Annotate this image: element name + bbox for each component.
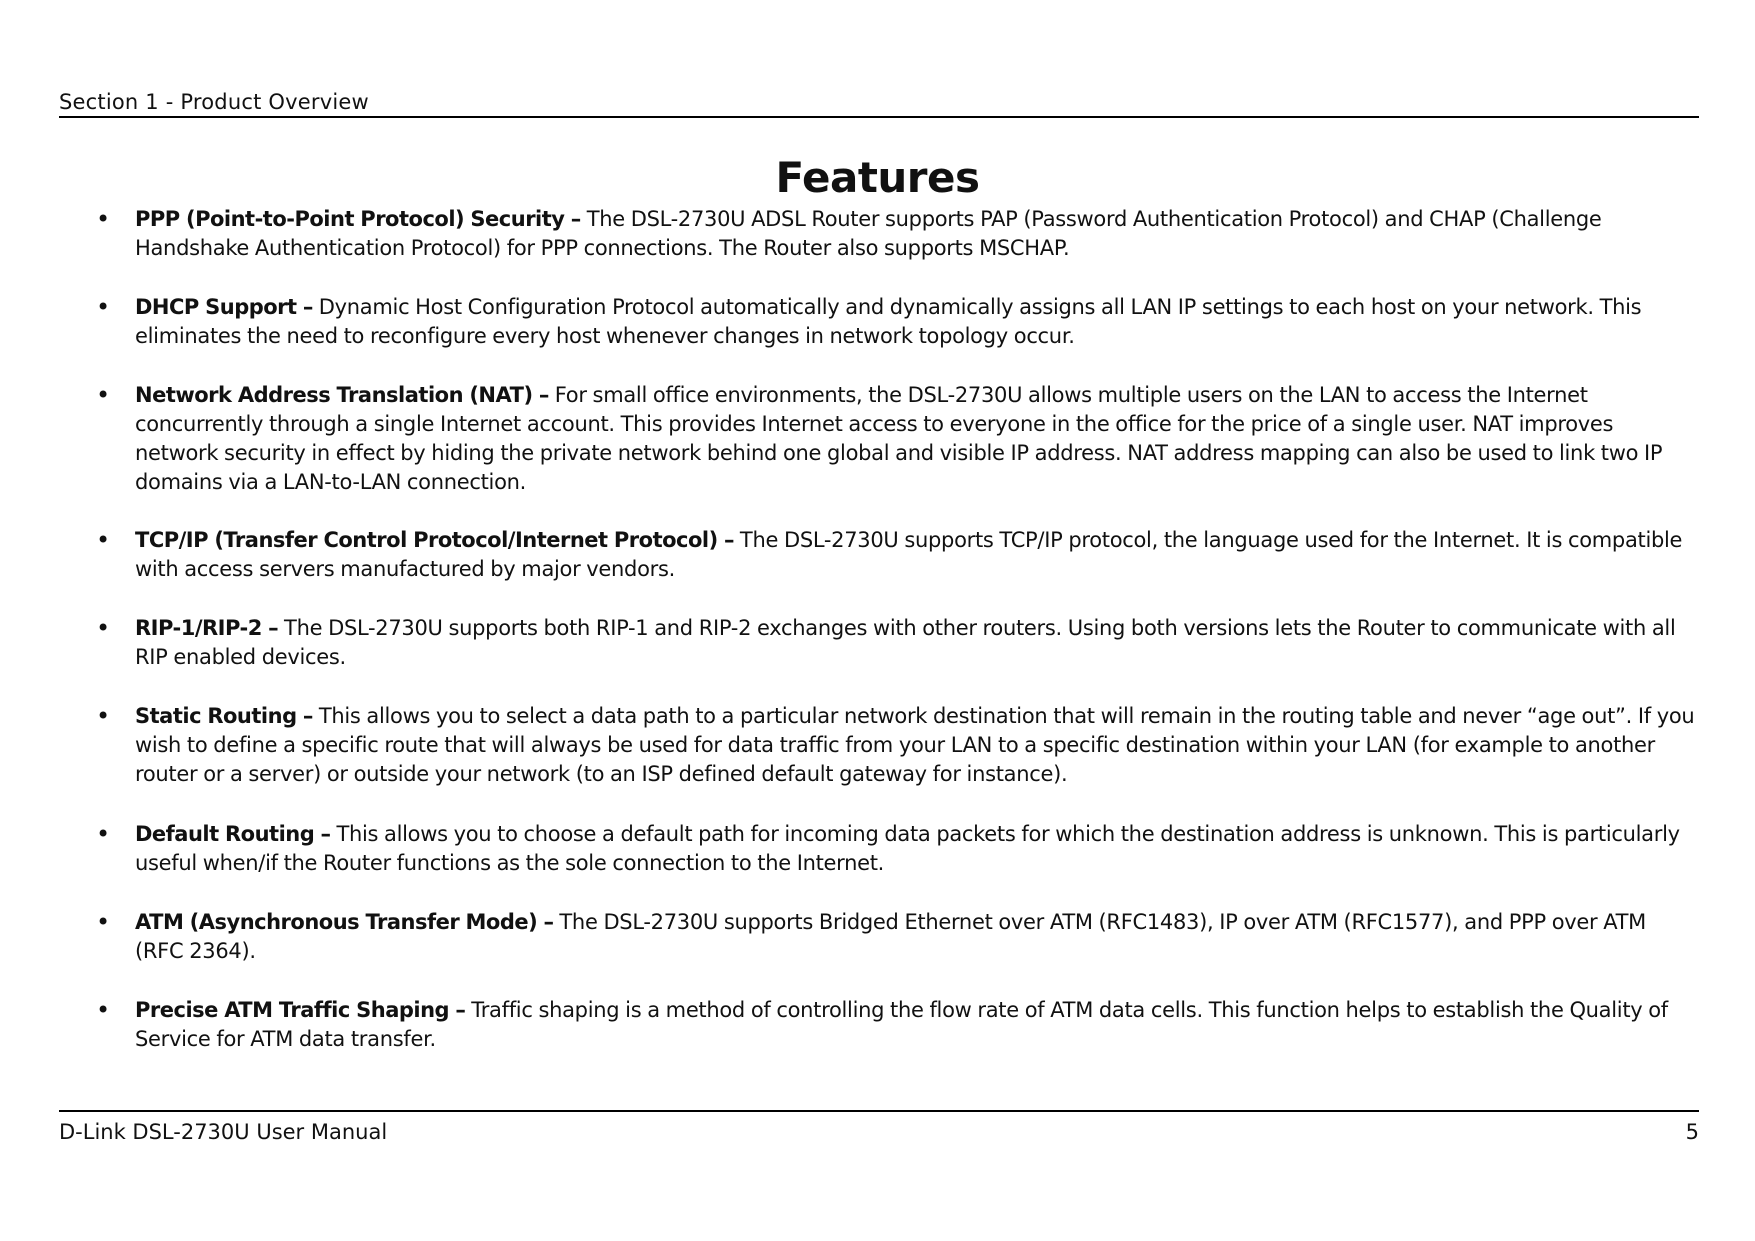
- page-number: 5: [1685, 1120, 1699, 1144]
- page-footer: [59, 1110, 1699, 1152]
- feature-body: [135, 526, 1695, 584]
- section-title: Section 1 - Product Overview: [59, 90, 369, 114]
- feature-body: [135, 908, 1695, 966]
- feature-name: Default Routing –: [135, 822, 331, 846]
- feature-body: [135, 996, 1695, 1054]
- bullet-icon: •: [96, 526, 111, 554]
- feature-body: [135, 614, 1695, 672]
- feature-text: Dynamic Host Configuration Protocol automatically and dynamically assigns all LAN IP settings to each host on your network. This eliminates the need to reconfigure every host whenever changes in network topology occur.: [135, 295, 1642, 348]
- bullet-icon: •: [96, 702, 111, 730]
- feature-text: The DSL-2730U supports TCP/IP protocol, the language used for the Internet. It is compatible with access servers manufactured by major vendors.: [135, 528, 1683, 581]
- feature-text: The DSL-2730U supports both RIP-1 and RIP-2 exchanges with other routers. Using both versions lets the Router to communicate with all RIP enabled devices.: [135, 616, 1676, 669]
- feature-body: [135, 820, 1695, 878]
- feature-text: For small office environments, the DSL-2730U allows multiple users on the LAN to access the Internet concurrently through a single Internet account. This provides Internet access to everyone in the office for the price of a single user. NAT improves network security in effect by hiding the private network behind one global and visible IP address. NAT address mapping can also be used to link two IP domains via a LAN-to-LAN connection.: [135, 383, 1663, 494]
- feature-name: Precise ATM Traffic Shaping –: [135, 998, 466, 1022]
- feature-name: Static Routing –: [135, 704, 313, 728]
- manual-title: D-Link DSL-2730U User Manual: [59, 1120, 388, 1144]
- bullet-icon: •: [96, 293, 111, 321]
- bullet-icon: •: [96, 205, 111, 233]
- page-header: [59, 90, 1699, 118]
- feature-text: The DSL-2730U ADSL Router supports PAP (Password Authentication Protocol) and CHAP (Challenge Handshake Authentication Protocol) for PPP connections. The Router also supports MSCHAP.: [135, 207, 1602, 260]
- feature-body: [135, 205, 1695, 263]
- feature-name: ATM (Asynchronous Transfer Mode) –: [135, 910, 554, 934]
- feature-name: Network Address Translation (NAT) –: [135, 383, 549, 407]
- feature-name: PPP (Point-to-Point Protocol) Security –: [135, 207, 581, 231]
- bullet-icon: •: [96, 996, 111, 1024]
- feature-text: Traffic shaping is a method of controlling the flow rate of ATM data cells. This function helps to establish the Quality of Service for ATM data transfer.: [135, 998, 1668, 1051]
- feature-text: This allows you to select a data path to a particular network destination that will remain in the routing table and never “age out”. If you wish to define a specific route that will always be used for data traffic from your LAN to a specific destination within your LAN (for example to another router or a server) or outside your network (to an ISP defined default gateway for instance).: [135, 704, 1695, 786]
- bullet-icon: •: [96, 820, 111, 848]
- feature-text: The DSL-2730U supports Bridged Ethernet over ATM (RFC1483), IP over ATM (RFC1577), and PPP over ATM (RFC 2364).: [135, 910, 1646, 963]
- feature-body: [135, 381, 1695, 497]
- bullet-icon: •: [96, 381, 111, 409]
- feature-text: This allows you to choose a default path for incoming data packets for which the destination address is unknown. This is particularly useful when/if the Router functions as the sole connection to the Internet.: [135, 822, 1680, 875]
- feature-name: RIP-1/RIP-2 –: [135, 616, 279, 640]
- feature-body: [135, 293, 1695, 351]
- page-title: Features: [775, 153, 980, 202]
- bullet-icon: •: [96, 908, 111, 936]
- bullet-icon: •: [96, 614, 111, 642]
- feature-name: DHCP Support –: [135, 295, 313, 319]
- feature-name: TCP/IP (Transfer Control Protocol/Internet Protocol) –: [135, 528, 735, 552]
- feature-body: [135, 702, 1695, 789]
